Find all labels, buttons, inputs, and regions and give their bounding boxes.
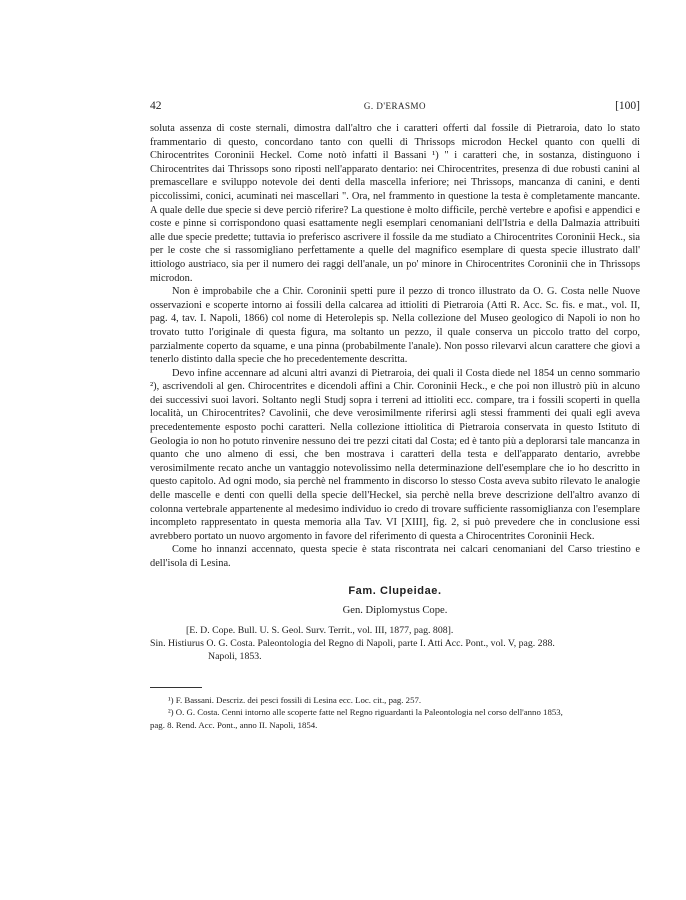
synonymy-block: [150, 624, 640, 663]
footnotes: [150, 694, 640, 732]
page-bracket-number: [100]: [615, 100, 640, 112]
paragraph-2: Non è improbabile che a Chir. Coroninii spetti pure il pezzo di tronco illustrato da O. G. Costa nelle Nuove osservazioni e scoperte intorno ai fossili della calcarea ad ittioliti di Pietraroia (Atti R. Acc. Sc. fis. e mat., vol. II, pag. 4, tav. I. Napoli, 1866) col nome di Heterolepis sp. Nella collezione del Museo geologico di Napoli io non ho trovato tutto l'originale di questa figura, ma soltanto un pezzo, il quale conserva un piccolo tratto del corpo, parzialmente coperto da squame, e una pinna (probabilmente l'anale). Non posso rilevarvi alcun carattere che giovi a tenerlo distinto dalla specie che ho precedentemente descritta.: [150, 286, 640, 366]
paragraph-4: Come ho innanzi accennato, questa specie è stata riscontrata nei calcari cenomaniani del Carso triestino e dell'isola di Lesina.: [150, 544, 640, 569]
synonymy-line: Napoli, 1853.: [208, 650, 262, 662]
running-title: G. D'ERASMO: [363, 101, 427, 111]
main-text: [150, 122, 640, 731]
footnote-1: ¹) F. Bassani. Descriz. dei pesci fossili di Lesina ecc. Loc. cit., pag. 257.: [168, 694, 422, 705]
footnote-divider: [150, 687, 202, 688]
family-heading: Fam. Clupeidae.: [348, 584, 442, 597]
footnote-2: ²) O. G. Costa. Cenni intorno alle scoperte fatte nel Regno riguardanti la Paleontologia nel corso dell'anno 1853,: [168, 707, 563, 718]
synonymy-line: Sin. Histiurus O. G. Costa. Paleontologia del Regno di Napoli, parte I. Atti Acc. Pont., vol. V, pag. 288.: [150, 637, 555, 649]
page-number: 42: [150, 100, 162, 112]
paragraph-1: soluta assenza di coste sternali, dimostra dall'altro che i caratteri offerti dal fossile di Pietraroia, dato lo stato frammentario di questo, concordano tanto con quelli di Thrissops microdon Heckel quanto con quelli di Chirocentrites Coroninii Heckel. Come notò infatti il Bassani ¹) " i caratteri che, in sostanza, distinguono i Chirocentrites dai Thrissops sono riposti nell'apparato dentario: nei Chirocentrites, presenza di due robusti canini al premascellare e sviluppo notevole dei denti della mascella inferiore; nei Thrissops, mancanza di canini, e denti piccolissimi, conici, acuminati nei mascellari ". Ora, nel frammento in questione la testa è completamente mancante. A quale delle due specie si deve perciò riferire? La questione è molto difficile, perchè vertebre e apofisi e appendici e coste e pinne si corrispondono quasi esattamente negli esemplari cenomaniani dell'Istria e della Dalmazia attribuiti alle due specie predette; tuttavia io preferisco ascrivere il fossile da me studiato a Chirocentrites Coroninii Heck., sia per le coste che si rassomigliano perfettamente a quelle del magnifico esemplare di questa specie illustrato dall' ittiologo austriaco, sia per il numero dei raggi dell'anale, un po' minore in Chirocentrites Coroninii che in Thrissops microdon.: [150, 123, 640, 284]
genus-heading: Gen. Diplomystus Cope.: [342, 605, 448, 617]
page-header: [150, 100, 640, 118]
synonymy-line: [E. D. Cope. Bull. U. S. Geol. Surv. Territ., vol. III, 1877, pag. 808].: [186, 624, 454, 636]
footnote-2-continued: pag. 8. Rend. Acc. Pont., anno II. Napoli, 1854.: [150, 719, 318, 730]
paragraph-3: Devo infine accennare ad alcuni altri avanzi di Pietraroia, dei quali il Costa diede nel 1854 un cenno sommario ²), ascrivendoli al gen. Chirocentrites e dicendoli affini a Chir. Coroninii Heck., e che poi non illustrò più in alcuno dei successivi suoi lavori. Soltanto negli Studj sopra i terreni ad ittioliti ecc. compare, tra i fossili scoperti in quella località, un Chirocentrites? Cavolinii, che deve verosimilmente riferirsi agli stessi frammenti dei quali egli aveva precedentemente esposto pochi caratteri. Nella collezione ittiolitica di Pietraroia conservata in questo Istituto di Geologia io non ho potuto rinvenire nessuno dei tre pezzi citati dal Costa; ed è tanto più a deplorarsi tale mancanza in quanto che uno almeno di essi, che ben mostrava i caratteri della testa e dell'apparato dentario, avrebbe verosimilmente recato anche un vantaggio notevolissimo nella determinazione dell'esemplare che io ho descritto in questo capitolo. Ad ogni modo, sia perchè nel frammento in discorso lo stesso Costa aveva subito rilevato le analogie delle mascelle e denti con quelli della specie dell'Heckel, sia perchè nella breve descrizione dell'altro avanzo di colonna vertebrale appartenente al medesimo individuo io credo di trovare sufficiente rassomiglianza con l'esemplare incompleto rappresentato in questa memoria alla Tav. VI [XIII], fig. 2, si può prevedere che in conclusione essi avrebbero portato un nuovo argomento in favore del riferimento di questa a Chirocentrites Coroninii Heck.: [150, 367, 640, 542]
